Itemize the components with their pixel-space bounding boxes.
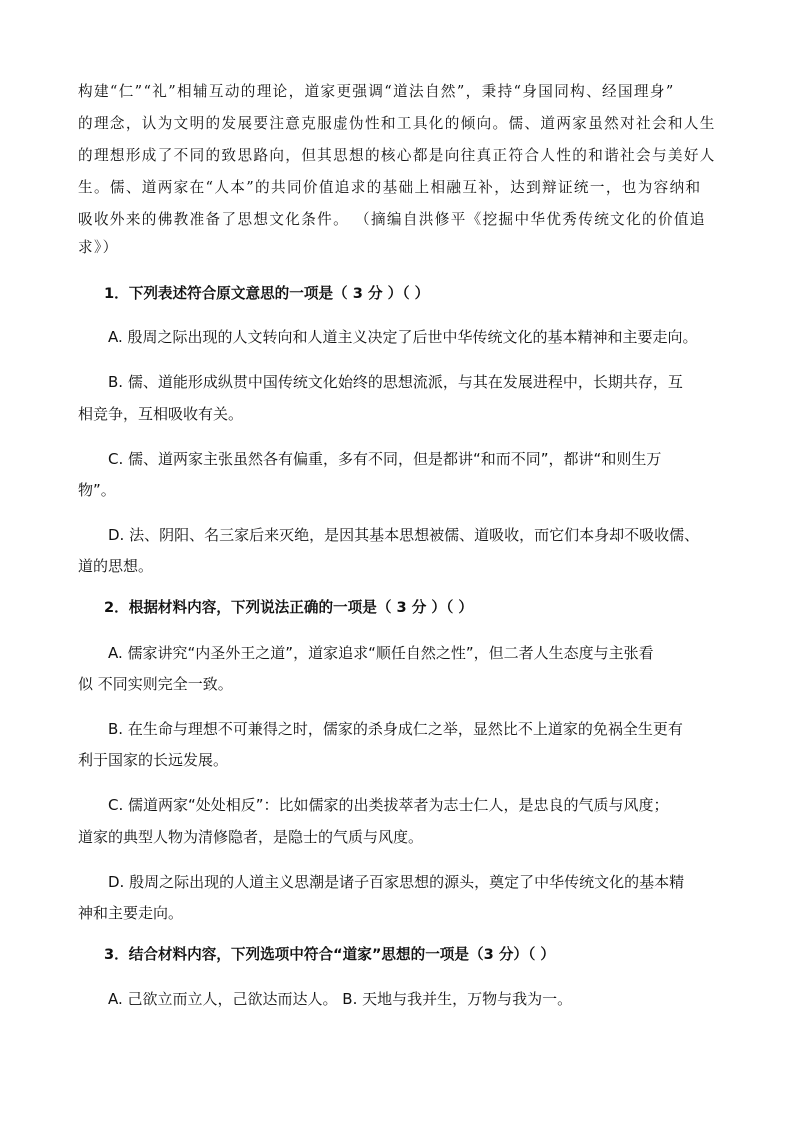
option-a-b: A. 己欲立而立人，己欲达而达人。 B. 天地与我并生，万物与我为一。 [108, 990, 573, 1008]
option-c: C. 儒道两家“处处相反”：比如儒家的出类拔萃者为志士仁人，是忠良的气质与风度； [108, 796, 669, 814]
question-stem: 1．下列表述符合原文意思的一项是（ 3 分 ）（ ） [104, 285, 430, 302]
option-c: C. 儒、道两家主张虽然各有偏重，多有不同，但是都讲“和而不同”，都讲“和则生万 [108, 450, 662, 468]
option-a: A. 殷周之际出现的人文转向和人道主义决定了后世中华传统文化的基本精神和主要走向。 [108, 328, 698, 346]
option-b: B. 儒、道能形成纵贯中国传统文化始终的思想流派，与其在发展进程中，长期共存，互 [108, 373, 683, 391]
option-d: D. 法、阴阳、名三家后来灭绝，是因其基本思想被儒、道吸收，而它们本身却不吸收儒、 [108, 526, 700, 544]
option-d-cont: 道的思想。 [78, 557, 154, 575]
option-c-cont: 道家的典型人物为清修隐者，是隐士的气质与风度。 [78, 828, 424, 846]
option-b-cont: 相竞争，互相吸收有关。 [78, 405, 244, 423]
passage-line: 的理想形成了不同的致思路向，但其思想的核心都是向往真正符合人性的和谐社会与美好人 [78, 147, 716, 164]
option-a-cont: 似 不同实则完全一致。 [78, 675, 233, 693]
passage-line: 的理念，认为文明的发展要注意克服虚伪性和工具化的倾向。儒、道两家虽然对社会和人生 [78, 115, 716, 132]
passage-line: 生。儒、道两家在“人本”的共同价值追求的基础上相融互补，达到辩证统一，也为容纳和 [78, 179, 702, 196]
passage-line: 求》） [78, 239, 119, 256]
passage-line: 构建“仁”“礼”相辅互动的理论，道家更强调“道法自然”，秉持“身国同构、经国理身” [78, 83, 675, 100]
option-b-cont: 利于国家的长远发展。 [78, 751, 229, 769]
option-a: A. 儒家讲究“内圣外王之道”，道家追求“顺任自然之性”，但二者人生态度与主张看 [108, 644, 654, 662]
option-b: B. 在生命与理想不可兼得之时，儒家的杀身成仁之举，显然比不上道家的免祸全生更有 [108, 720, 683, 738]
option-d: D. 殷周之际出现的人道主义思潮是诸子百家思想的源头，奠定了中华传统文化的基本精 [108, 873, 685, 891]
option-d-cont: 神和主要走向。 [78, 904, 184, 922]
passage-line: 吸收外来的佛教准备了思想文化条件。 （摘编自洪修平《挖掘中华优秀传统文化的价值追 [78, 211, 706, 228]
option-c-cont: 物”。 [78, 481, 116, 499]
question-stem: 3．结合材料内容，下列选项中符合“道家”思想的一项是（3 分）（ ） [104, 946, 555, 963]
question-stem: 2．根据材料内容，下列说法正确的一项是（ 3 分 ）（ ） [104, 599, 473, 616]
